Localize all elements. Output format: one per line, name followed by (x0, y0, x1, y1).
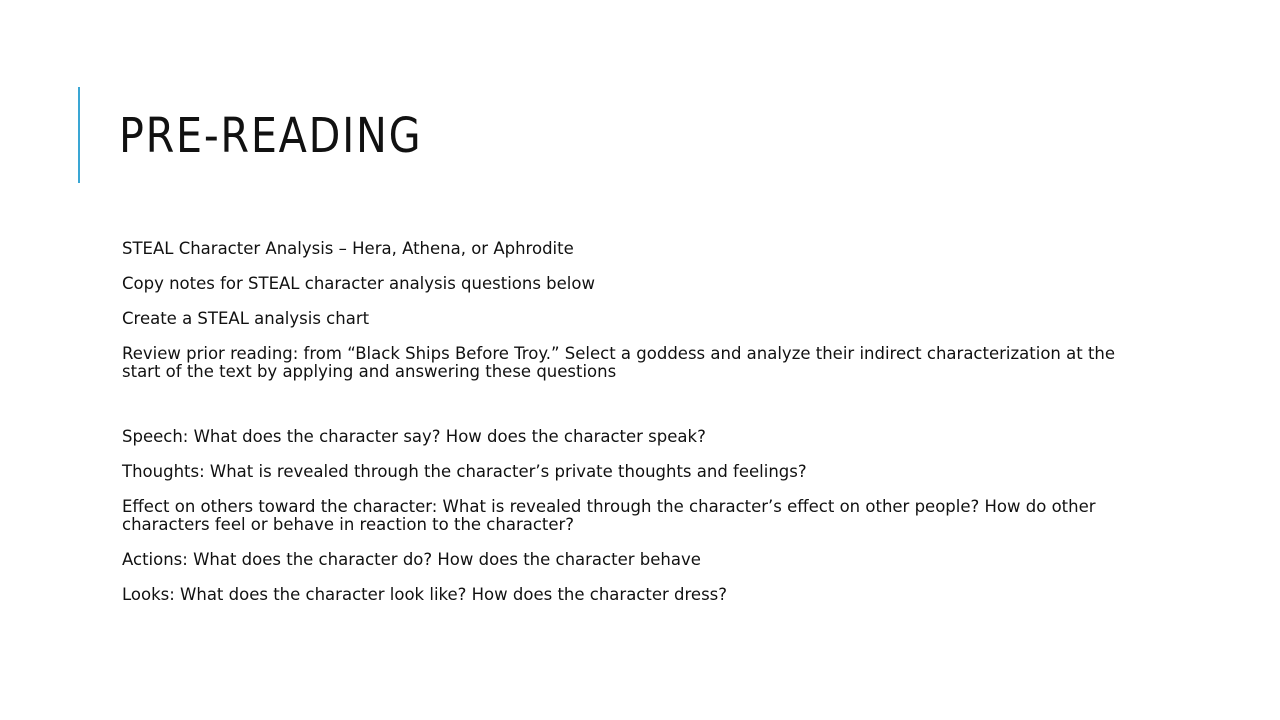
intro-item-review-reading: Review prior reading: from “Black Ships Before Troy.” Select a goddess and analyze their indirect characterization at the start of the text by applying and answering these questions (122, 344, 1116, 381)
steal-item-actions: Actions: What does the character do? How does the character behave (122, 550, 701, 569)
steal-item-looks: Looks: What does the character look like? How does the character dress? (122, 585, 728, 604)
section-spacer (122, 398, 1132, 428)
intro-item-create-chart: Create a STEAL analysis chart (122, 309, 370, 328)
steal-item-effect-on-others: Effect on others toward the character: What is revealed through the character’s effect on other people? How do other characters feel or behave in reaction to the character? (122, 497, 1096, 534)
steal-item-speech: Speech: What does the character say? How does the character speak? (122, 427, 706, 446)
intro-item-copy-notes: Copy notes for STEAL character analysis questions below (122, 274, 595, 293)
intro-item-steal-analysis: STEAL Character Analysis – Hera, Athena, or Aphrodite (122, 239, 574, 258)
slide-title: PRE-READING (119, 108, 423, 164)
title-accent-bar (78, 87, 80, 183)
slide-body (122, 240, 1132, 621)
steal-item-thoughts: Thoughts: What is revealed through the character’s private thoughts and feelings? (122, 462, 807, 481)
